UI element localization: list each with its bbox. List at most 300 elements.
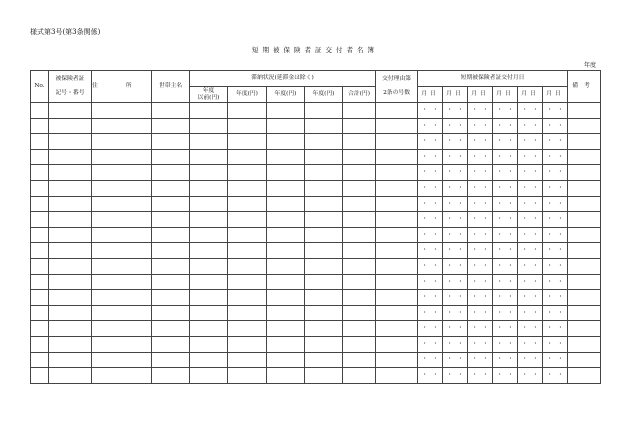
- year-prior-cell[interactable]: [190, 290, 228, 306]
- issue-date-cell[interactable]: [418, 274, 443, 290]
- issue-date-cell[interactable]: [468, 227, 493, 243]
- year-yen-cell[interactable]: [267, 290, 305, 306]
- insured-card-cell[interactable]: [49, 321, 92, 337]
- address-cell[interactable]: [92, 165, 152, 181]
- year-yen-cell[interactable]: [267, 274, 305, 290]
- insured-card-cell[interactable]: [49, 336, 92, 352]
- remarks-cell[interactable]: [568, 149, 601, 165]
- insured-card-cell[interactable]: [49, 258, 92, 274]
- issue-date-cell[interactable]: [518, 212, 543, 228]
- address-cell[interactable]: [92, 352, 152, 368]
- issue-date-cell[interactable]: [493, 212, 518, 228]
- insured-card-cell[interactable]: [49, 274, 92, 290]
- insured-card-cell[interactable]: [49, 227, 92, 243]
- total-cell[interactable]: [343, 103, 376, 119]
- remarks-cell[interactable]: [568, 258, 601, 274]
- issue-date-cell[interactable]: [418, 368, 443, 384]
- remarks-cell[interactable]: [568, 368, 601, 384]
- year-yen-cell[interactable]: [305, 196, 343, 212]
- issue-date-cell[interactable]: [518, 352, 543, 368]
- remarks-cell[interactable]: [568, 165, 601, 181]
- issue-date-cell[interactable]: [543, 180, 568, 196]
- year-yen-cell[interactable]: [305, 336, 343, 352]
- issue-date-cell[interactable]: [493, 274, 518, 290]
- insured-card-cell[interactable]: [49, 243, 92, 259]
- issue-date-cell[interactable]: [493, 243, 518, 259]
- total-cell[interactable]: [343, 336, 376, 352]
- issue-date-cell[interactable]: [468, 196, 493, 212]
- year-yen-cell[interactable]: [305, 243, 343, 259]
- year-yen-cell[interactable]: [267, 134, 305, 150]
- issue-date-cell[interactable]: [518, 227, 543, 243]
- issue-date-cell[interactable]: [468, 103, 493, 119]
- householder-cell[interactable]: [152, 243, 190, 259]
- issue-date-cell[interactable]: [543, 227, 568, 243]
- householder-cell[interactable]: [152, 290, 190, 306]
- year-yen-cell[interactable]: [305, 118, 343, 134]
- total-cell[interactable]: [343, 180, 376, 196]
- no-cell[interactable]: [31, 212, 49, 228]
- householder-cell[interactable]: [152, 149, 190, 165]
- issue-date-cell[interactable]: [418, 227, 443, 243]
- issue-date-cell[interactable]: [493, 305, 518, 321]
- householder-cell[interactable]: [152, 274, 190, 290]
- reason-cell[interactable]: [376, 290, 418, 306]
- total-cell[interactable]: [343, 352, 376, 368]
- reason-cell[interactable]: [376, 165, 418, 181]
- householder-cell[interactable]: [152, 196, 190, 212]
- issue-date-cell[interactable]: [493, 368, 518, 384]
- year-yen-cell[interactable]: [228, 368, 267, 384]
- issue-date-cell[interactable]: [443, 352, 468, 368]
- year-yen-cell[interactable]: [305, 321, 343, 337]
- year-prior-cell[interactable]: [190, 227, 228, 243]
- reason-cell[interactable]: [376, 321, 418, 337]
- issue-date-cell[interactable]: [543, 103, 568, 119]
- year-yen-cell[interactable]: [305, 274, 343, 290]
- year-yen-cell[interactable]: [228, 165, 267, 181]
- year-prior-cell[interactable]: [190, 165, 228, 181]
- total-cell[interactable]: [343, 274, 376, 290]
- insured-card-cell[interactable]: [49, 118, 92, 134]
- total-cell[interactable]: [343, 321, 376, 337]
- address-cell[interactable]: [92, 258, 152, 274]
- year-prior-cell[interactable]: [190, 118, 228, 134]
- issue-date-cell[interactable]: [468, 149, 493, 165]
- issue-date-cell[interactable]: [468, 258, 493, 274]
- insured-card-cell[interactable]: [49, 212, 92, 228]
- insured-card-cell[interactable]: [49, 180, 92, 196]
- year-yen-cell[interactable]: [228, 103, 267, 119]
- issue-date-cell[interactable]: [543, 243, 568, 259]
- issue-date-cell[interactable]: [543, 321, 568, 337]
- remarks-cell[interactable]: [568, 103, 601, 119]
- total-cell[interactable]: [343, 212, 376, 228]
- no-cell[interactable]: [31, 227, 49, 243]
- year-yen-cell[interactable]: [267, 305, 305, 321]
- issue-date-cell[interactable]: [468, 305, 493, 321]
- year-yen-cell[interactable]: [228, 118, 267, 134]
- no-cell[interactable]: [31, 134, 49, 150]
- address-cell[interactable]: [92, 305, 152, 321]
- address-cell[interactable]: [92, 149, 152, 165]
- total-cell[interactable]: [343, 368, 376, 384]
- no-cell[interactable]: [31, 118, 49, 134]
- year-yen-cell[interactable]: [267, 227, 305, 243]
- year-yen-cell[interactable]: [228, 305, 267, 321]
- year-yen-cell[interactable]: [228, 180, 267, 196]
- remarks-cell[interactable]: [568, 321, 601, 337]
- issue-date-cell[interactable]: [443, 196, 468, 212]
- issue-date-cell[interactable]: [543, 258, 568, 274]
- remarks-cell[interactable]: [568, 352, 601, 368]
- issue-date-cell[interactable]: [518, 368, 543, 384]
- issue-date-cell[interactable]: [443, 258, 468, 274]
- issue-date-cell[interactable]: [543, 336, 568, 352]
- householder-cell[interactable]: [152, 134, 190, 150]
- issue-date-cell[interactable]: [543, 149, 568, 165]
- issue-date-cell[interactable]: [443, 227, 468, 243]
- issue-date-cell[interactable]: [468, 243, 493, 259]
- issue-date-cell[interactable]: [443, 243, 468, 259]
- insured-card-cell[interactable]: [49, 368, 92, 384]
- year-yen-cell[interactable]: [267, 352, 305, 368]
- year-yen-cell[interactable]: [305, 305, 343, 321]
- remarks-cell[interactable]: [568, 290, 601, 306]
- issue-date-cell[interactable]: [493, 134, 518, 150]
- insured-card-cell[interactable]: [49, 290, 92, 306]
- no-cell[interactable]: [31, 103, 49, 119]
- year-yen-cell[interactable]: [228, 321, 267, 337]
- year-prior-cell[interactable]: [190, 352, 228, 368]
- householder-cell[interactable]: [152, 227, 190, 243]
- issue-date-cell[interactable]: [493, 336, 518, 352]
- issue-date-cell[interactable]: [518, 243, 543, 259]
- year-prior-cell[interactable]: [190, 103, 228, 119]
- issue-date-cell[interactable]: [493, 149, 518, 165]
- issue-date-cell[interactable]: [493, 290, 518, 306]
- issue-date-cell[interactable]: [418, 212, 443, 228]
- issue-date-cell[interactable]: [543, 352, 568, 368]
- reason-cell[interactable]: [376, 336, 418, 352]
- reason-cell[interactable]: [376, 180, 418, 196]
- remarks-cell[interactable]: [568, 336, 601, 352]
- issue-date-cell[interactable]: [418, 243, 443, 259]
- insured-card-cell[interactable]: [49, 103, 92, 119]
- year-yen-cell[interactable]: [305, 103, 343, 119]
- year-prior-cell[interactable]: [190, 368, 228, 384]
- address-cell[interactable]: [92, 196, 152, 212]
- issue-date-cell[interactable]: [518, 290, 543, 306]
- total-cell[interactable]: [343, 134, 376, 150]
- address-cell[interactable]: [92, 180, 152, 196]
- year-yen-cell[interactable]: [305, 180, 343, 196]
- issue-date-cell[interactable]: [518, 274, 543, 290]
- year-yen-cell[interactable]: [228, 274, 267, 290]
- issue-date-cell[interactable]: [443, 149, 468, 165]
- address-cell[interactable]: [92, 274, 152, 290]
- issue-date-cell[interactable]: [468, 274, 493, 290]
- issue-date-cell[interactable]: [493, 352, 518, 368]
- year-yen-cell[interactable]: [267, 180, 305, 196]
- no-cell[interactable]: [31, 321, 49, 337]
- issue-date-cell[interactable]: [468, 321, 493, 337]
- householder-cell[interactable]: [152, 118, 190, 134]
- reason-cell[interactable]: [376, 212, 418, 228]
- address-cell[interactable]: [92, 243, 152, 259]
- year-prior-cell[interactable]: [190, 336, 228, 352]
- year-prior-cell[interactable]: [190, 180, 228, 196]
- year-yen-cell[interactable]: [228, 258, 267, 274]
- year-prior-cell[interactable]: [190, 258, 228, 274]
- householder-cell[interactable]: [152, 336, 190, 352]
- issue-date-cell[interactable]: [468, 368, 493, 384]
- year-yen-cell[interactable]: [305, 290, 343, 306]
- householder-cell[interactable]: [152, 305, 190, 321]
- issue-date-cell[interactable]: [443, 321, 468, 337]
- issue-date-cell[interactable]: [543, 134, 568, 150]
- no-cell[interactable]: [31, 336, 49, 352]
- year-yen-cell[interactable]: [228, 196, 267, 212]
- reason-cell[interactable]: [376, 227, 418, 243]
- issue-date-cell[interactable]: [493, 321, 518, 337]
- householder-cell[interactable]: [152, 212, 190, 228]
- issue-date-cell[interactable]: [443, 103, 468, 119]
- no-cell[interactable]: [31, 165, 49, 181]
- householder-cell[interactable]: [152, 103, 190, 119]
- year-yen-cell[interactable]: [267, 118, 305, 134]
- issue-date-cell[interactable]: [543, 196, 568, 212]
- issue-date-cell[interactable]: [493, 103, 518, 119]
- year-yen-cell[interactable]: [305, 212, 343, 228]
- issue-date-cell[interactable]: [518, 134, 543, 150]
- householder-cell[interactable]: [152, 352, 190, 368]
- issue-date-cell[interactable]: [418, 336, 443, 352]
- issue-date-cell[interactable]: [443, 305, 468, 321]
- no-cell[interactable]: [31, 368, 49, 384]
- issue-date-cell[interactable]: [418, 118, 443, 134]
- remarks-cell[interactable]: [568, 196, 601, 212]
- year-yen-cell[interactable]: [267, 321, 305, 337]
- year-prior-cell[interactable]: [190, 321, 228, 337]
- issue-date-cell[interactable]: [443, 165, 468, 181]
- issue-date-cell[interactable]: [493, 196, 518, 212]
- no-cell[interactable]: [31, 243, 49, 259]
- issue-date-cell[interactable]: [493, 165, 518, 181]
- householder-cell[interactable]: [152, 258, 190, 274]
- remarks-cell[interactable]: [568, 227, 601, 243]
- year-yen-cell[interactable]: [228, 243, 267, 259]
- issue-date-cell[interactable]: [468, 134, 493, 150]
- issue-date-cell[interactable]: [468, 212, 493, 228]
- address-cell[interactable]: [92, 103, 152, 119]
- issue-date-cell[interactable]: [518, 305, 543, 321]
- address-cell[interactable]: [92, 118, 152, 134]
- issue-date-cell[interactable]: [443, 368, 468, 384]
- no-cell[interactable]: [31, 290, 49, 306]
- insured-card-cell[interactable]: [49, 196, 92, 212]
- no-cell[interactable]: [31, 180, 49, 196]
- insured-card-cell[interactable]: [49, 149, 92, 165]
- year-yen-cell[interactable]: [228, 336, 267, 352]
- year-yen-cell[interactable]: [305, 227, 343, 243]
- year-yen-cell[interactable]: [305, 165, 343, 181]
- reason-cell[interactable]: [376, 305, 418, 321]
- year-prior-cell[interactable]: [190, 196, 228, 212]
- year-yen-cell[interactable]: [267, 103, 305, 119]
- year-prior-cell[interactable]: [190, 212, 228, 228]
- year-prior-cell[interactable]: [190, 134, 228, 150]
- reason-cell[interactable]: [376, 243, 418, 259]
- remarks-cell[interactable]: [568, 212, 601, 228]
- year-yen-cell[interactable]: [267, 149, 305, 165]
- issue-date-cell[interactable]: [518, 196, 543, 212]
- address-cell[interactable]: [92, 321, 152, 337]
- address-cell[interactable]: [92, 368, 152, 384]
- year-prior-cell[interactable]: [190, 243, 228, 259]
- year-yen-cell[interactable]: [267, 243, 305, 259]
- year-prior-cell[interactable]: [190, 274, 228, 290]
- remarks-cell[interactable]: [568, 274, 601, 290]
- issue-date-cell[interactable]: [543, 118, 568, 134]
- address-cell[interactable]: [92, 290, 152, 306]
- issue-date-cell[interactable]: [443, 118, 468, 134]
- no-cell[interactable]: [31, 149, 49, 165]
- reason-cell[interactable]: [376, 149, 418, 165]
- year-yen-cell[interactable]: [228, 212, 267, 228]
- year-prior-cell[interactable]: [190, 149, 228, 165]
- address-cell[interactable]: [92, 134, 152, 150]
- issue-date-cell[interactable]: [493, 180, 518, 196]
- issue-date-cell[interactable]: [468, 352, 493, 368]
- remarks-cell[interactable]: [568, 118, 601, 134]
- householder-cell[interactable]: [152, 165, 190, 181]
- issue-date-cell[interactable]: [543, 212, 568, 228]
- year-yen-cell[interactable]: [305, 368, 343, 384]
- no-cell[interactable]: [31, 274, 49, 290]
- insured-card-cell[interactable]: [49, 165, 92, 181]
- no-cell[interactable]: [31, 258, 49, 274]
- householder-cell[interactable]: [152, 321, 190, 337]
- issue-date-cell[interactable]: [518, 118, 543, 134]
- issue-date-cell[interactable]: [418, 103, 443, 119]
- address-cell[interactable]: [92, 227, 152, 243]
- reason-cell[interactable]: [376, 118, 418, 134]
- issue-date-cell[interactable]: [418, 134, 443, 150]
- remarks-cell[interactable]: [568, 134, 601, 150]
- issue-date-cell[interactable]: [468, 180, 493, 196]
- issue-date-cell[interactable]: [418, 258, 443, 274]
- total-cell[interactable]: [343, 196, 376, 212]
- issue-date-cell[interactable]: [443, 336, 468, 352]
- issue-date-cell[interactable]: [493, 227, 518, 243]
- year-yen-cell[interactable]: [305, 149, 343, 165]
- householder-cell[interactable]: [152, 180, 190, 196]
- year-yen-cell[interactable]: [228, 149, 267, 165]
- year-yen-cell[interactable]: [305, 134, 343, 150]
- issue-date-cell[interactable]: [418, 196, 443, 212]
- no-cell[interactable]: [31, 352, 49, 368]
- year-yen-cell[interactable]: [228, 134, 267, 150]
- year-yen-cell[interactable]: [267, 368, 305, 384]
- issue-date-cell[interactable]: [418, 180, 443, 196]
- total-cell[interactable]: [343, 258, 376, 274]
- total-cell[interactable]: [343, 149, 376, 165]
- issue-date-cell[interactable]: [468, 165, 493, 181]
- issue-date-cell[interactable]: [493, 118, 518, 134]
- issue-date-cell[interactable]: [443, 274, 468, 290]
- total-cell[interactable]: [343, 227, 376, 243]
- address-cell[interactable]: [92, 212, 152, 228]
- issue-date-cell[interactable]: [443, 290, 468, 306]
- issue-date-cell[interactable]: [418, 321, 443, 337]
- issue-date-cell[interactable]: [543, 165, 568, 181]
- issue-date-cell[interactable]: [443, 134, 468, 150]
- year-yen-cell[interactable]: [305, 258, 343, 274]
- year-yen-cell[interactable]: [267, 165, 305, 181]
- issue-date-cell[interactable]: [518, 149, 543, 165]
- insured-card-cell[interactable]: [49, 134, 92, 150]
- year-yen-cell[interactable]: [267, 336, 305, 352]
- insured-card-cell[interactable]: [49, 305, 92, 321]
- no-cell[interactable]: [31, 305, 49, 321]
- total-cell[interactable]: [343, 243, 376, 259]
- total-cell[interactable]: [343, 290, 376, 306]
- total-cell[interactable]: [343, 305, 376, 321]
- issue-date-cell[interactable]: [543, 368, 568, 384]
- year-prior-cell[interactable]: [190, 305, 228, 321]
- insured-card-cell[interactable]: [49, 352, 92, 368]
- issue-date-cell[interactable]: [493, 258, 518, 274]
- issue-date-cell[interactable]: [468, 336, 493, 352]
- issue-date-cell[interactable]: [418, 290, 443, 306]
- year-yen-cell[interactable]: [267, 196, 305, 212]
- issue-date-cell[interactable]: [518, 165, 543, 181]
- reason-cell[interactable]: [376, 368, 418, 384]
- issue-date-cell[interactable]: [468, 290, 493, 306]
- no-cell[interactable]: [31, 196, 49, 212]
- issue-date-cell[interactable]: [418, 352, 443, 368]
- issue-date-cell[interactable]: [418, 305, 443, 321]
- reason-cell[interactable]: [376, 134, 418, 150]
- reason-cell[interactable]: [376, 352, 418, 368]
- year-yen-cell[interactable]: [305, 352, 343, 368]
- issue-date-cell[interactable]: [468, 118, 493, 134]
- issue-date-cell[interactable]: [543, 274, 568, 290]
- remarks-cell[interactable]: [568, 180, 601, 196]
- issue-date-cell[interactable]: [418, 149, 443, 165]
- issue-date-cell[interactable]: [543, 290, 568, 306]
- issue-date-cell[interactable]: [418, 165, 443, 181]
- year-yen-cell[interactable]: [267, 212, 305, 228]
- year-yen-cell[interactable]: [228, 352, 267, 368]
- issue-date-cell[interactable]: [443, 180, 468, 196]
- reason-cell[interactable]: [376, 274, 418, 290]
- year-yen-cell[interactable]: [228, 227, 267, 243]
- address-cell[interactable]: [92, 336, 152, 352]
- reason-cell[interactable]: [376, 103, 418, 119]
- issue-date-cell[interactable]: [518, 103, 543, 119]
- issue-date-cell[interactable]: [443, 212, 468, 228]
- issue-date-cell[interactable]: [543, 305, 568, 321]
- reason-cell[interactable]: [376, 258, 418, 274]
- issue-date-cell[interactable]: [518, 321, 543, 337]
- total-cell[interactable]: [343, 118, 376, 134]
- issue-date-cell[interactable]: [518, 258, 543, 274]
- remarks-cell[interactable]: [568, 305, 601, 321]
- remarks-cell[interactable]: [568, 243, 601, 259]
- issue-date-cell[interactable]: [518, 336, 543, 352]
